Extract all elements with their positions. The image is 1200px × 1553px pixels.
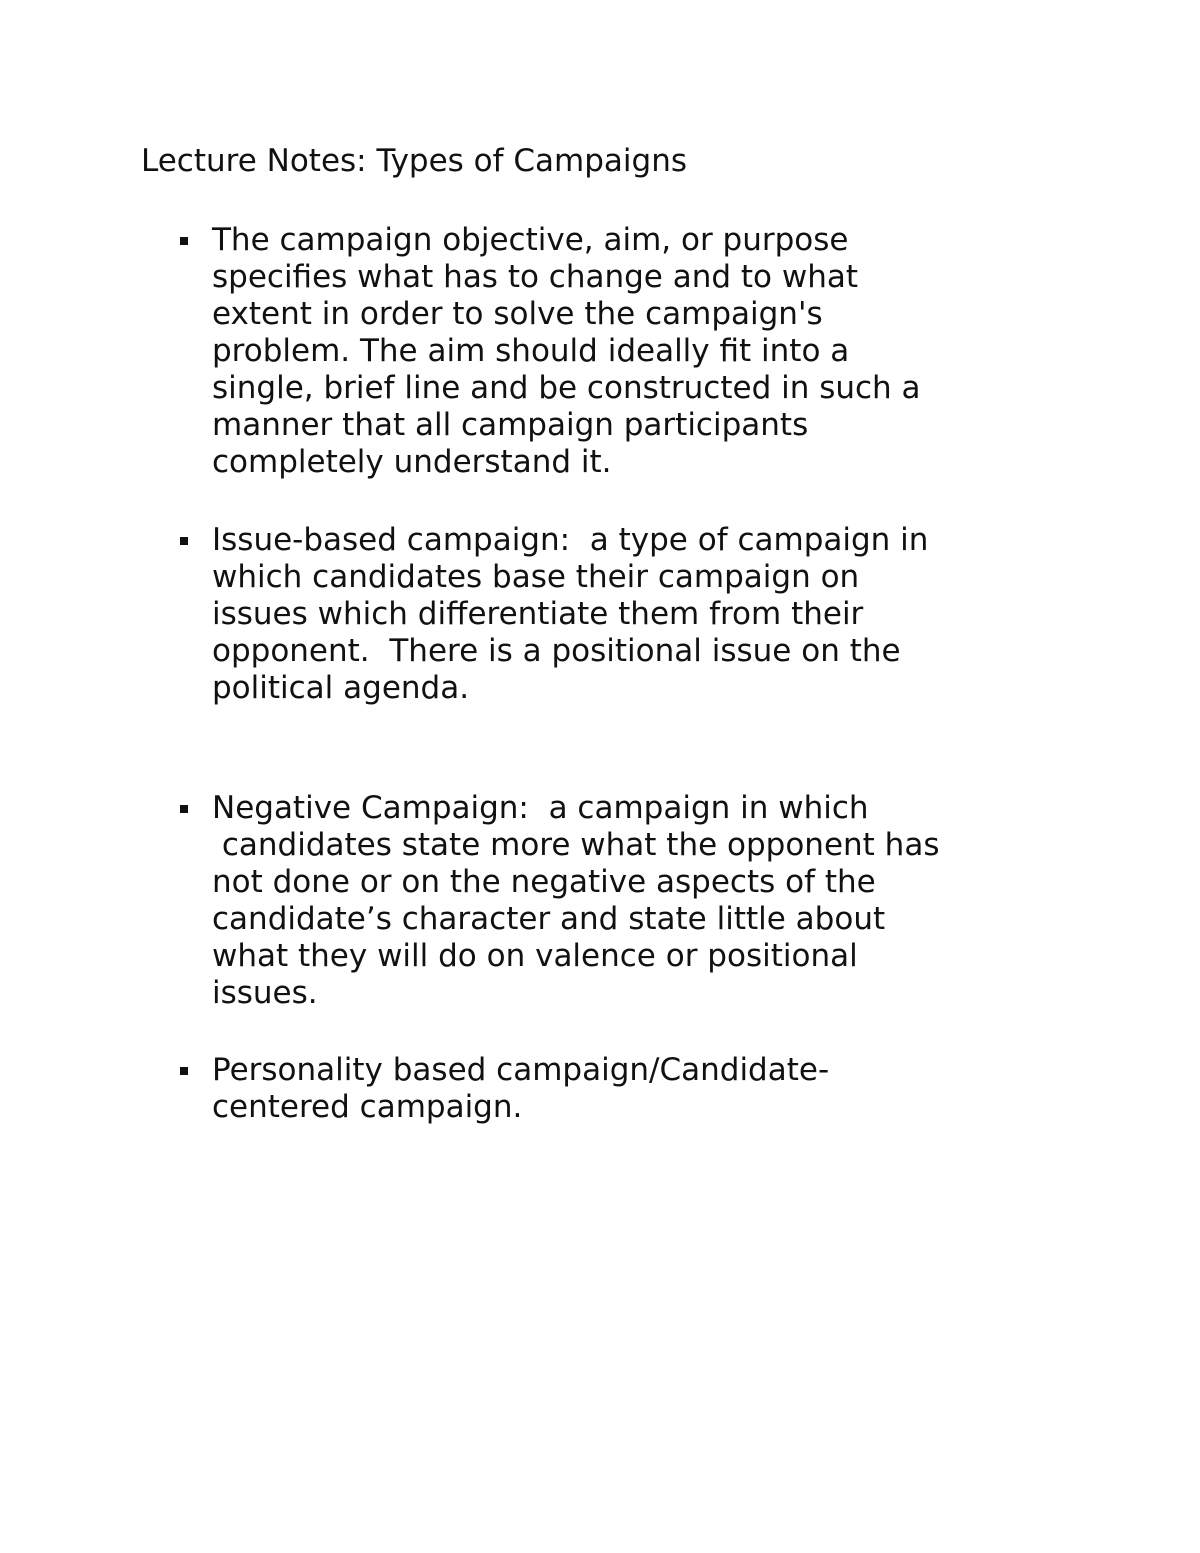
bullet-line: completely understand it. [212,444,612,480]
bullet-line: single, brief line and be constructed in such a [212,370,921,406]
bullet-item-objective [212,222,1112,481]
bullet-line: centered campaign. [212,1089,523,1125]
bullet-line: candidates state more what the opponent has [212,827,940,863]
bullet-line: not done or on the negative aspects of the [212,864,876,900]
bullet-line: Personality based campaign/Candidate- [212,1052,830,1088]
bullet-line: issues. [212,975,318,1011]
square-bullet-icon [180,1067,188,1075]
bullet-line: The campaign objective, aim, or purpose [212,222,849,258]
bullet-line: which candidates base their campaign on [212,559,860,595]
bullet-line: Issue-based campaign: a type of campaign in [212,522,929,558]
bullet-line: political agenda. [212,670,470,706]
square-bullet-icon [180,805,188,813]
bullet-line: issues which differentiate them from their [212,596,864,632]
square-bullet-icon [180,237,188,245]
bullet-line: Negative Campaign: a campaign in which [212,790,869,826]
bullet-line: candidate’s character and state little about [212,901,886,937]
bullet-item-negative [212,790,1112,1012]
bullet-line: manner that all campaign participants [212,407,809,443]
bullet-item-issue-based [212,522,1112,707]
bullet-line: what they will do on valence or positional [212,938,858,974]
bullet-line: extent in order to solve the campaign's [212,296,823,332]
bullet-line: specifies what has to change and to what [212,259,859,295]
square-bullet-icon [180,537,188,545]
bullet-item-personality [212,1052,1112,1126]
bullet-line: problem. The aim should ideally fit into a [212,333,850,369]
bullet-line: opponent. There is a positional issue on the [212,633,901,669]
document-title: Lecture Notes: Types of Campaigns [141,143,688,179]
